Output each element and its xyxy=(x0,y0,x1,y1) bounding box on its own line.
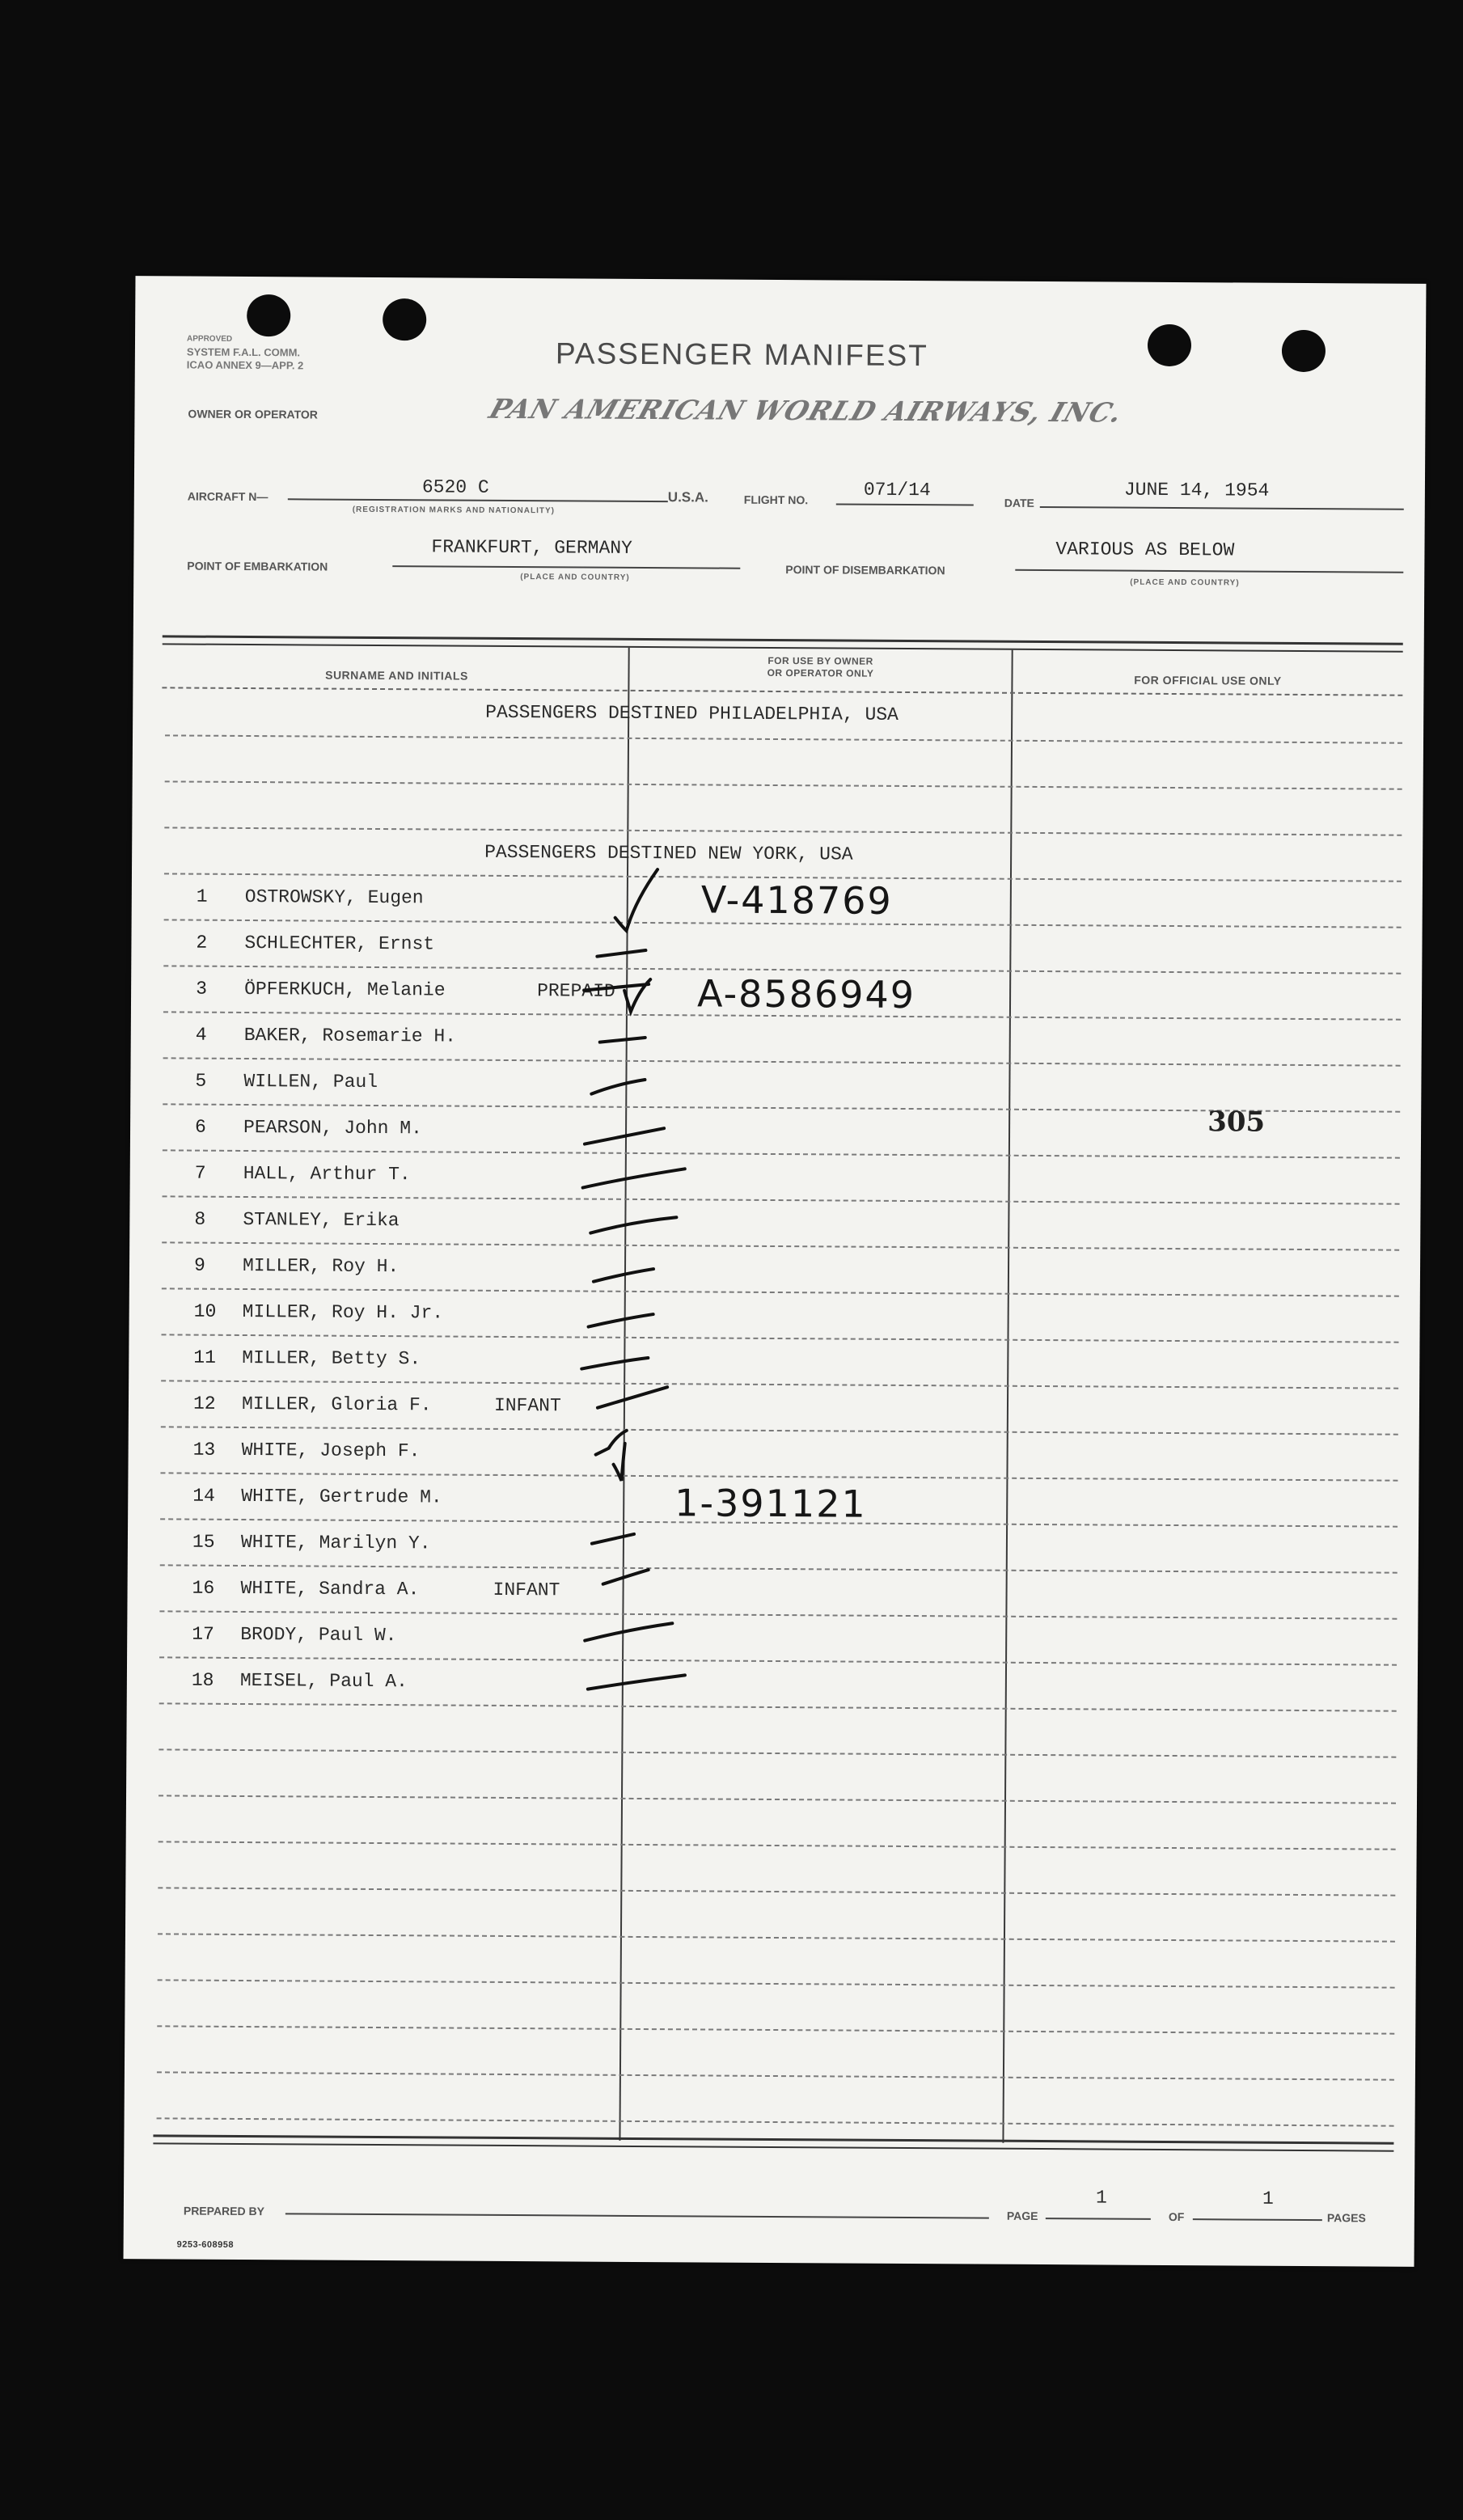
passenger-name: WHITE, Gertrude M. xyxy=(241,1485,442,1508)
passenger-name: MILLER, Gloria F. xyxy=(241,1393,432,1416)
passenger-name: WHITE, Joseph F. xyxy=(241,1439,421,1462)
dash-mark xyxy=(592,1534,634,1544)
passenger-number: 12 xyxy=(192,1393,216,1414)
page-value: 1 xyxy=(1095,2187,1107,2209)
form-number: 9253-608958 xyxy=(176,2239,235,2250)
embarkation-value: FRANKFURT, GERMANY xyxy=(431,536,632,559)
disembarkation-label: POINT OF DISEMBARKATION xyxy=(785,563,945,577)
passenger-number: 10 xyxy=(193,1300,217,1322)
embarkation-sub: (PLACE AND COUNTRY) xyxy=(520,573,630,582)
embarkation-label: POINT OF EMBARKATION xyxy=(187,559,328,573)
aircraft-label: AIRCRAFT N— xyxy=(187,489,268,504)
passenger-number: 3 xyxy=(196,978,208,1000)
passenger-name: MEISEL, Paul A. xyxy=(239,1669,408,1693)
passenger-name: STANLEY, Erika xyxy=(243,1208,400,1232)
passenger-name: HALL, Arthur T. xyxy=(243,1162,411,1186)
passenger-number: 11 xyxy=(193,1347,217,1368)
passenger-note: INFANT xyxy=(493,1394,561,1417)
passenger-number: 2 xyxy=(196,932,208,953)
passenger-name: WHITE, Marilyn Y. xyxy=(240,1531,431,1554)
dash-mark xyxy=(590,1217,676,1234)
country-label: U.S.A. xyxy=(667,489,708,505)
destination-philadelphia: PASSENGERS DESTINED PHILADELPHIA, USA xyxy=(485,701,899,725)
check-marks xyxy=(124,276,1427,2267)
owner-label: OWNER OR OPERATOR xyxy=(188,407,319,421)
check-mark xyxy=(596,1431,627,1455)
passenger-name: ÖPFERKUCH, Melanie xyxy=(244,978,446,1001)
passenger-name: WHITE, Sandra A. xyxy=(240,1577,420,1600)
passenger-number: 7 xyxy=(194,1162,206,1184)
dash-mark xyxy=(588,1675,685,1690)
passenger-name: MILLER, Roy H. xyxy=(242,1254,400,1278)
passenger-number: 5 xyxy=(195,1070,207,1092)
column-header-surname: SURNAME AND INITIALS xyxy=(325,668,468,683)
passenger-name: PEARSON, John M. xyxy=(243,1116,422,1139)
pages-label: PAGES xyxy=(1326,2211,1366,2225)
disembarkation-value: VARIOUS AS BELOW xyxy=(1055,539,1235,561)
owner-use-line: FOR USE BY OWNER xyxy=(767,654,873,667)
passenger-name: MILLER, Betty S. xyxy=(242,1347,421,1370)
dash-mark xyxy=(603,1570,649,1584)
passenger-note: INFANT xyxy=(493,1579,560,1601)
dash-mark xyxy=(591,1080,645,1094)
passenger-number: 15 xyxy=(192,1531,215,1553)
passenger-name: BRODY, Paul W. xyxy=(240,1623,397,1647)
approval-line: APPROVED xyxy=(186,334,233,344)
of-value: 1 xyxy=(1262,2188,1274,2209)
approval-line: SYSTEM F.A.L. COMM. xyxy=(186,345,301,359)
check-mark xyxy=(584,979,650,1013)
handwritten-number: V-418769 xyxy=(700,877,893,923)
aircraft-value: 6520 C xyxy=(421,476,489,498)
passenger-number: 8 xyxy=(194,1208,206,1230)
passenger-name: OSTROWSKY, Eugen xyxy=(244,886,424,909)
page-label: PAGE xyxy=(1006,2209,1038,2223)
column-header-official: FOR OFFICIAL USE ONLY xyxy=(1134,673,1282,687)
dash-mark xyxy=(594,1269,653,1282)
approval-line: ICAO ANNEX 9—APP. 2 xyxy=(186,358,304,372)
passenger-name: MILLER, Roy H. Jr. xyxy=(242,1300,444,1324)
passenger-number: 9 xyxy=(193,1254,205,1276)
handwritten-number: 1-391121 xyxy=(674,1481,867,1526)
disembarkation-sub: (PLACE AND COUNTRY) xyxy=(1130,577,1240,588)
handwritten-number: A-8586949 xyxy=(696,971,916,1017)
date-value: JUNE 14, 1954 xyxy=(1123,479,1270,501)
flight-label: FLIGHT NO. xyxy=(743,493,809,507)
passenger-number: 18 xyxy=(191,1669,214,1691)
prepared-by-label: PREPARED BY xyxy=(183,2204,265,2218)
check-mark xyxy=(615,869,658,931)
aircraft-sub: (REGISTRATION MARKS AND NATIONALITY) xyxy=(352,505,556,516)
official-stamp-number: 305 xyxy=(1207,1106,1266,1139)
document-title: PASSENGER MANIFEST xyxy=(555,336,928,373)
passenger-note: PREPAID xyxy=(537,980,615,1002)
passenger-name: SCHLECHTER, Ernst xyxy=(244,932,435,955)
flight-value: 071/14 xyxy=(863,479,931,501)
passenger-number: 1 xyxy=(196,886,208,907)
airline-name: PAN AMERICAN WORLD AIRWAYS, INC. xyxy=(485,392,1127,429)
dash-mark xyxy=(585,1128,664,1145)
passenger-number: 14 xyxy=(192,1485,215,1507)
of-label: OF xyxy=(1168,2209,1185,2224)
passenger-name: WILLEN, Paul xyxy=(243,1070,378,1093)
passenger-number: 6 xyxy=(194,1116,206,1138)
dash-mark xyxy=(597,950,645,957)
dash-mark xyxy=(600,1038,645,1042)
passenger-number: 17 xyxy=(192,1623,214,1645)
manifest-sheet xyxy=(124,276,1427,2267)
dash-mark xyxy=(585,1623,672,1642)
passenger-number: 16 xyxy=(192,1577,215,1599)
dash-mark xyxy=(583,1169,685,1189)
destination-new-york: PASSENGERS DESTINED NEW YORK, USA xyxy=(484,841,853,865)
owner-use-line: OR OPERATOR ONLY xyxy=(767,666,874,679)
dash-mark xyxy=(589,1314,653,1327)
passenger-name: BAKER, Rosemarie H. xyxy=(243,1024,457,1047)
check-mark xyxy=(613,1444,624,1481)
dash-mark xyxy=(598,1387,667,1409)
dash-mark xyxy=(581,1358,648,1370)
passenger-number: 4 xyxy=(195,1024,207,1046)
date-label: DATE xyxy=(1004,496,1034,509)
passenger-number: 13 xyxy=(192,1439,216,1461)
